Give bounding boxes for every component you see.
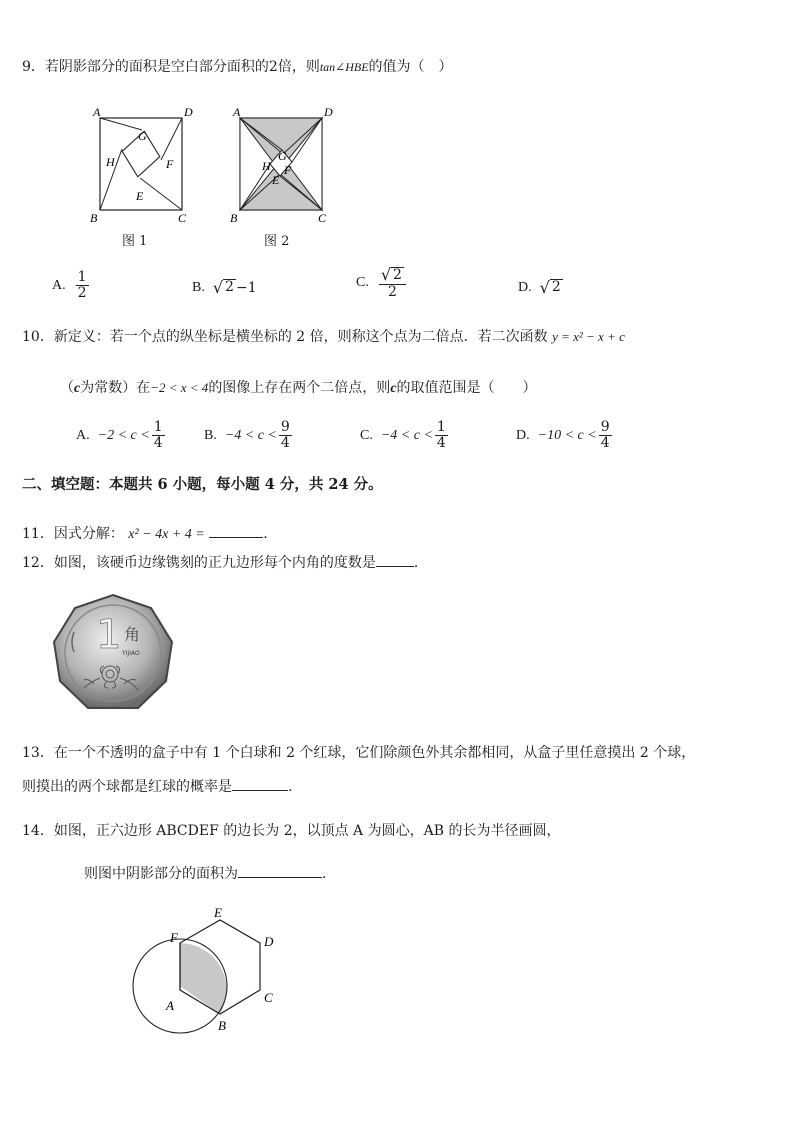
fig2-label-b: B [230, 211, 238, 225]
q10-text-const: 为常数）在 [80, 380, 151, 396]
q10-option-c[interactable] [360, 420, 450, 452]
q10-option-b[interactable] [204, 420, 294, 452]
q10-option-b-label: B. [204, 427, 217, 443]
q10-option-b-num: 9 [280, 419, 290, 435]
q14-label-b: B [218, 1018, 226, 1033]
q12-answer-blank[interactable] [376, 552, 414, 567]
q13-answer-blank[interactable] [232, 776, 288, 791]
q9-text-mid: 倍，则 [277, 59, 320, 75]
q9-option-c-den: 2 [387, 284, 397, 301]
fig2-label-a: A [233, 105, 241, 119]
q9-option-d-label: D. [518, 279, 532, 295]
q9-text-after: 的值为（ ） [368, 59, 453, 75]
q10-stem-line2 [60, 377, 537, 397]
coin-pinyin: YIJIAO [122, 650, 140, 657]
q9-option-a-den: 2 [77, 285, 87, 302]
q10-option-d-num: 9 [600, 419, 610, 435]
q9-option-d-radicand: 2 [551, 279, 561, 296]
q10-c-symbol-2: c [390, 381, 397, 396]
fig1-label-h: H [106, 155, 115, 169]
q12-stem [22, 552, 418, 572]
fig1-label-f: F [166, 157, 174, 171]
fig1-label-g: G [138, 129, 147, 143]
q14-text: 则图中阴影部分的面积为 [84, 866, 238, 882]
q10-paren: （ [60, 380, 74, 396]
q10-option-a[interactable] [76, 420, 167, 452]
q9-ratio: 2 [268, 59, 278, 75]
q14-label-f: F [170, 930, 178, 945]
fig2-label-c: C [318, 211, 327, 225]
q12-end: . [413, 555, 419, 571]
q10-option-d-ineq: −10 < c < [537, 427, 597, 443]
q9-option-c-num: 2 [393, 266, 402, 283]
q11-expression: x² − 4x + 4 = [128, 527, 205, 542]
q9-option-b-suffix: −1 [235, 279, 257, 296]
q9-stem [22, 56, 453, 76]
q9-option-c[interactable]: C. √ 2 2 [356, 266, 408, 301]
q9-option-b[interactable]: B. √ 2 −1 [192, 278, 257, 297]
fig2-label-g: G [278, 149, 287, 163]
q10-option-d-den: 4 [600, 435, 610, 452]
q10-option-a-num: 1 [153, 419, 163, 435]
fig2-label-f: F [284, 163, 292, 177]
q10-text-end: 的取值范围是（ ） [396, 380, 537, 396]
q14-answer-blank[interactable] [238, 863, 322, 878]
q9-fig1-caption: 图 1 [122, 234, 148, 249]
q14-label-c: C [264, 990, 273, 1005]
q9-option-b-radicand: 2 [225, 279, 234, 296]
q10-option-a-ineq: −2 < c < [97, 427, 150, 443]
q10-option-a-den: 4 [153, 435, 163, 452]
q14-stem-line1: 14．如图，正六边形 ABCDEF 的边长为 2，以顶点 A 为圆心，AB 的长为半径画圆， [22, 823, 561, 839]
q13-end: . [288, 779, 293, 795]
q10-option-b-den: 4 [280, 435, 290, 452]
q9-figure-1 [86, 104, 196, 226]
q11-answer-blank[interactable] [209, 523, 263, 538]
q10-option-c-num: 1 [436, 419, 446, 435]
q10-option-c-label: C. [360, 427, 373, 443]
q12-text: 12．如图，该硬币边缘镌刻的正九边形每个内角的度数是 [22, 555, 376, 571]
q9-option-a-num: 1 [77, 269, 87, 285]
q14-label-e: E [214, 906, 222, 920]
q11-stem: 11．因式分解： x² − 4x + 4 = . [22, 523, 268, 543]
q9-option-b-label: B. [192, 279, 205, 295]
q9-option-c-label: C. [356, 275, 369, 291]
fig1-label-d: D [184, 105, 193, 119]
q10-option-d[interactable] [516, 420, 614, 452]
q14-label-d: D [264, 934, 274, 949]
fig2-label-d: D [324, 105, 333, 119]
q10-stem-line1 [22, 326, 625, 346]
fig2-label-h: H [262, 159, 271, 173]
q14-label-a: A [166, 998, 174, 1013]
q12-coin-image [50, 592, 176, 714]
q11-text: 11．因式分解： [22, 526, 124, 542]
q9-option-a-label: A. [52, 277, 66, 293]
q10-c-symbol: c [74, 381, 81, 396]
q9-expression: tan∠HBE [319, 60, 369, 74]
q10-range: −2 < x < 4 [150, 380, 209, 395]
q10-option-c-den: 4 [436, 435, 446, 452]
fig1-label-b: B [90, 211, 98, 225]
q14-stem-line2 [84, 863, 326, 883]
q10-text-mid: 的图像上存在两个二倍点，则 [208, 380, 391, 396]
fig1-label-a: A [93, 105, 101, 119]
q13-stem-line1: 13．在一个不透明的盒子中有 1 个白球和 2 个红球，它们除颜色外其余都相同，从盒子里任意摸出 2 个球， [22, 745, 696, 761]
q9-text-before: 9．若阴影部分的面积是空白部分面积的 [22, 59, 269, 75]
q10-text: 10．新定义：若一个点的纵坐标是横坐标的 2 倍，则称这个点为二倍点．若二次函数 [22, 329, 548, 345]
q13-stem-line2 [22, 776, 292, 796]
q9-fig2-caption: 图 2 [264, 234, 290, 249]
q14-end: . [322, 866, 327, 882]
q14-figure [126, 906, 286, 1036]
coin-jiao-text: 角 [124, 625, 141, 644]
q10-option-c-ineq: −4 < c < [380, 427, 433, 443]
q9-option-a[interactable] [52, 270, 91, 302]
q10-option-d-label: D. [516, 427, 530, 443]
fig1-label-e: E [136, 189, 144, 203]
q10-option-a-label: A. [76, 427, 90, 443]
q13-text: 则摸出的两个球都是红球的概率是 [22, 779, 232, 795]
q9-figure-2 [226, 104, 336, 226]
q10-option-b-ineq: −4 < c < [224, 427, 277, 443]
fig1-label-c: C [178, 211, 187, 225]
q9-option-d[interactable]: D. √ 2 [518, 278, 561, 297]
fig2-label-e: E [272, 173, 280, 187]
coin-denomination: 1 [96, 612, 122, 658]
q10-function: y = x² − x + c [552, 329, 625, 344]
section-2-title: 二、填空题：本题共 6 小题，每小题 4 分，共 24 分。 [22, 476, 383, 493]
